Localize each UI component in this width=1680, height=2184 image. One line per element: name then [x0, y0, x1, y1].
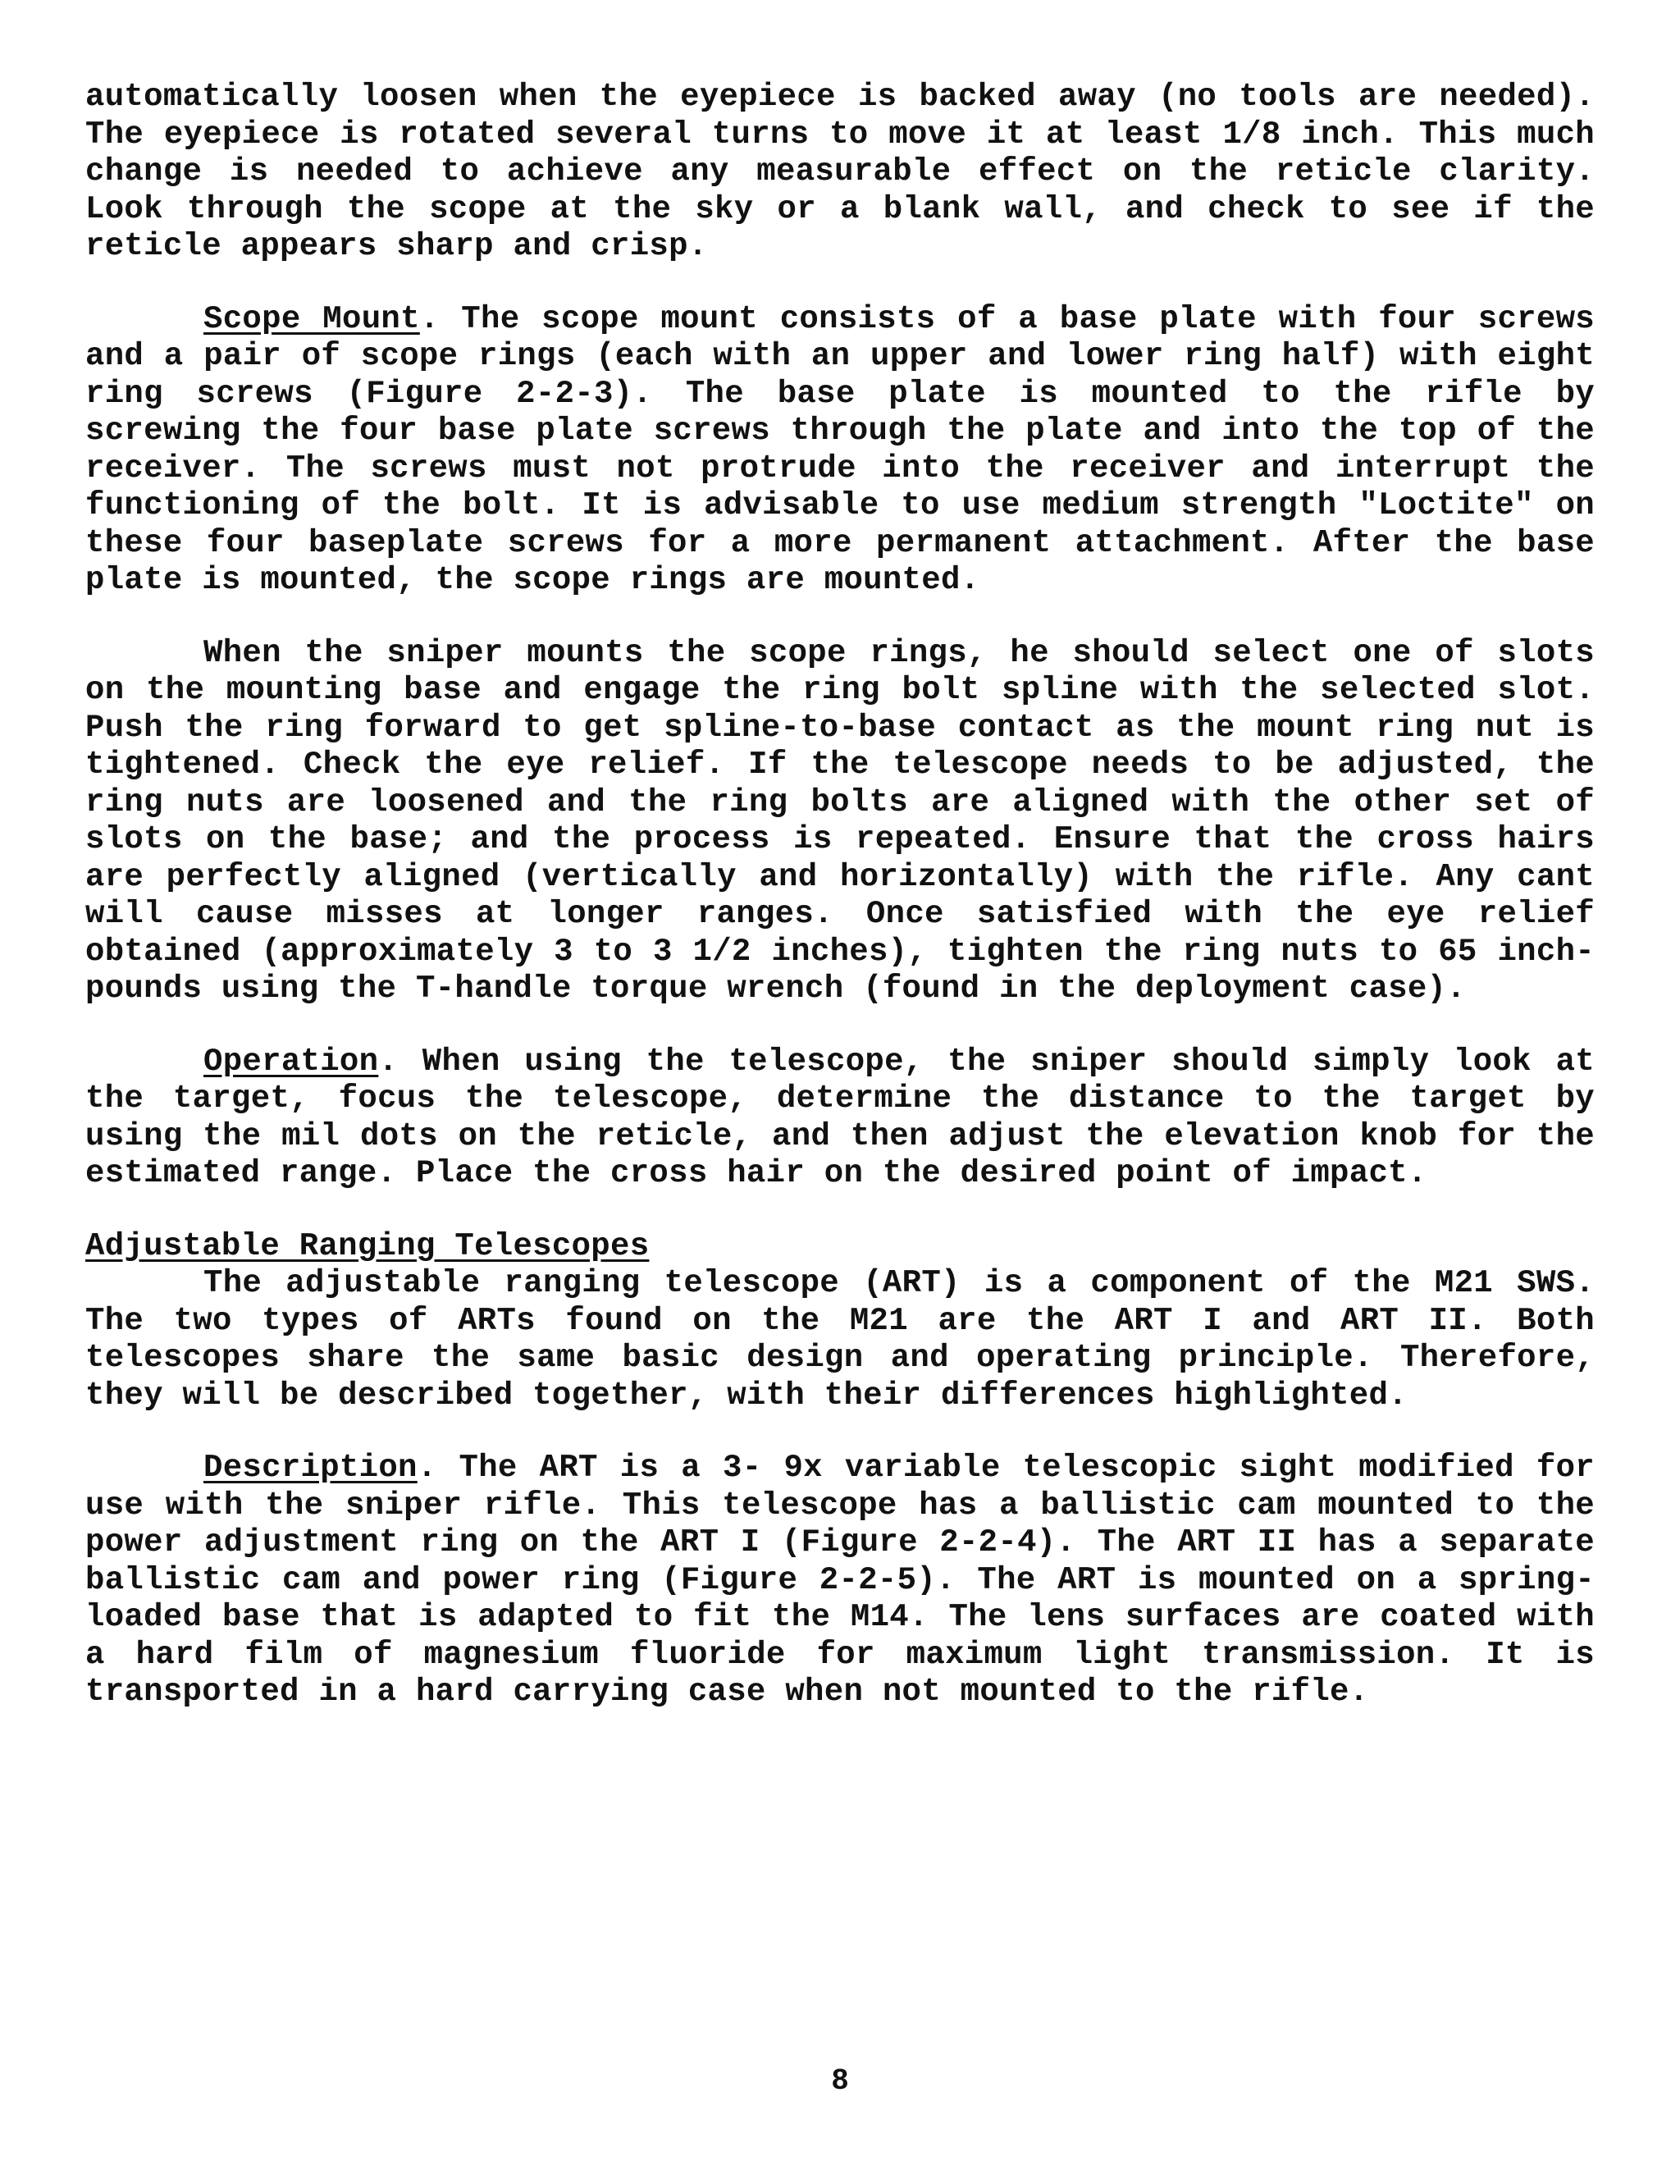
page-number: 8 — [831, 2064, 849, 2098]
paragraph-art-intro — [85, 1265, 1595, 1414]
paragraph-scope-mount — [85, 301, 1595, 600]
run-in-heading-scope-mount: Scope Mount — [203, 300, 420, 337]
paragraph-description — [85, 1450, 1595, 1711]
run-in-heading-operation: Operation — [203, 1043, 379, 1080]
paragraph-text: When the sniper mounts the scope rings, he should select one of slots on the mounting base and engage the ring bolt spline with the selected slot. Push the ring forward to get spline-to-base contact as the mount ring nut is tightened. Check the eye relief. If the telescope needs to be adjusted, the ring nuts are loosened and the ring bolts are aligned with the other set of slots on the base; and the process is repeated. Ensure that the cross hairs are perfectly aligned (vertically and horizontally) with the rifle. Any cant will cause misses at longer ranges. Once satisfied with the eye relief obtained (approximately 3 to 3 1/2 inches), tighten the ring nuts to 65 inch-pounds using the T-handle torque wrench (found in the deployment case). — [85, 634, 1595, 1007]
section-heading-adjustable-ranging-telescopes: Adjustable Ranging Telescopes — [85, 1227, 650, 1264]
run-in-heading-description: Description — [203, 1450, 418, 1486]
paragraph-text: The adjustable ranging telescope (ART) is a component of the M21 SWS. The two types of ARTs found on the M21 are the ART I and ART II. Both telescopes share the same basic design and operating principle. Therefore, they will be described together, with their differences highlighted. — [85, 1265, 1595, 1414]
paragraph-operation — [85, 1044, 1595, 1193]
paragraph-text: . When using the telescope, the sniper should simply look at the target, focus the telescope, determine the distance to the target by using the mil dots on the reticle, and then adjust the elevation knob for the estimated range. Place the cross hair on the desired point of impact. — [85, 1043, 1595, 1191]
paragraph-text: . The scope mount consists of a base plate with four screws and a pair of scope rings (each with an upper and lower ring half) with eight ring screws (Figure 2-2-3). The base plate is mounted to the rifle by screwing the four base plate screws through the plate and into the top of the receiver. The screws must not protrude into the receiver and interrupt the functioning of the bolt. It is advisable to use medium strength "Loctite" on these four baseplate screws for a more permanent attachment. After the base plate is mounted, the scope rings are mounted. — [85, 300, 1595, 598]
page-body — [85, 79, 1595, 1747]
paragraph-text: . The ART is a 3- 9x variable telescopic sight modified for use with the sniper rifle. This telescope has a ballistic cam mounted to the power adjustment ring on the ART I (Figure 2-2-4). The ART II has a separate ballistic cam and power ring (Figure 2-2-5). The ART is mounted on a spring-loaded base that is adapted to fit the M14. The lens surfaces are coated with a hard film of magnesium fluoride for maximum light transmission. It is transported in a hard carrying case when not mounted to the rifle. — [85, 1450, 1595, 1710]
paragraph-scope-rings — [85, 635, 1595, 1008]
paragraph-text: automatically loosen when the eyepiece is backed away (no tools are needed). The eyepiece is rotated several turns to move it at least 1/8 inch. This much change is needed to achieve any measurable effect on the reticle clarity. Look through the scope at the sky or a blank wall, and check to see if the reticle appears sharp and crisp. — [85, 79, 1595, 264]
paragraph-eyepiece-continuation — [85, 79, 1595, 266]
